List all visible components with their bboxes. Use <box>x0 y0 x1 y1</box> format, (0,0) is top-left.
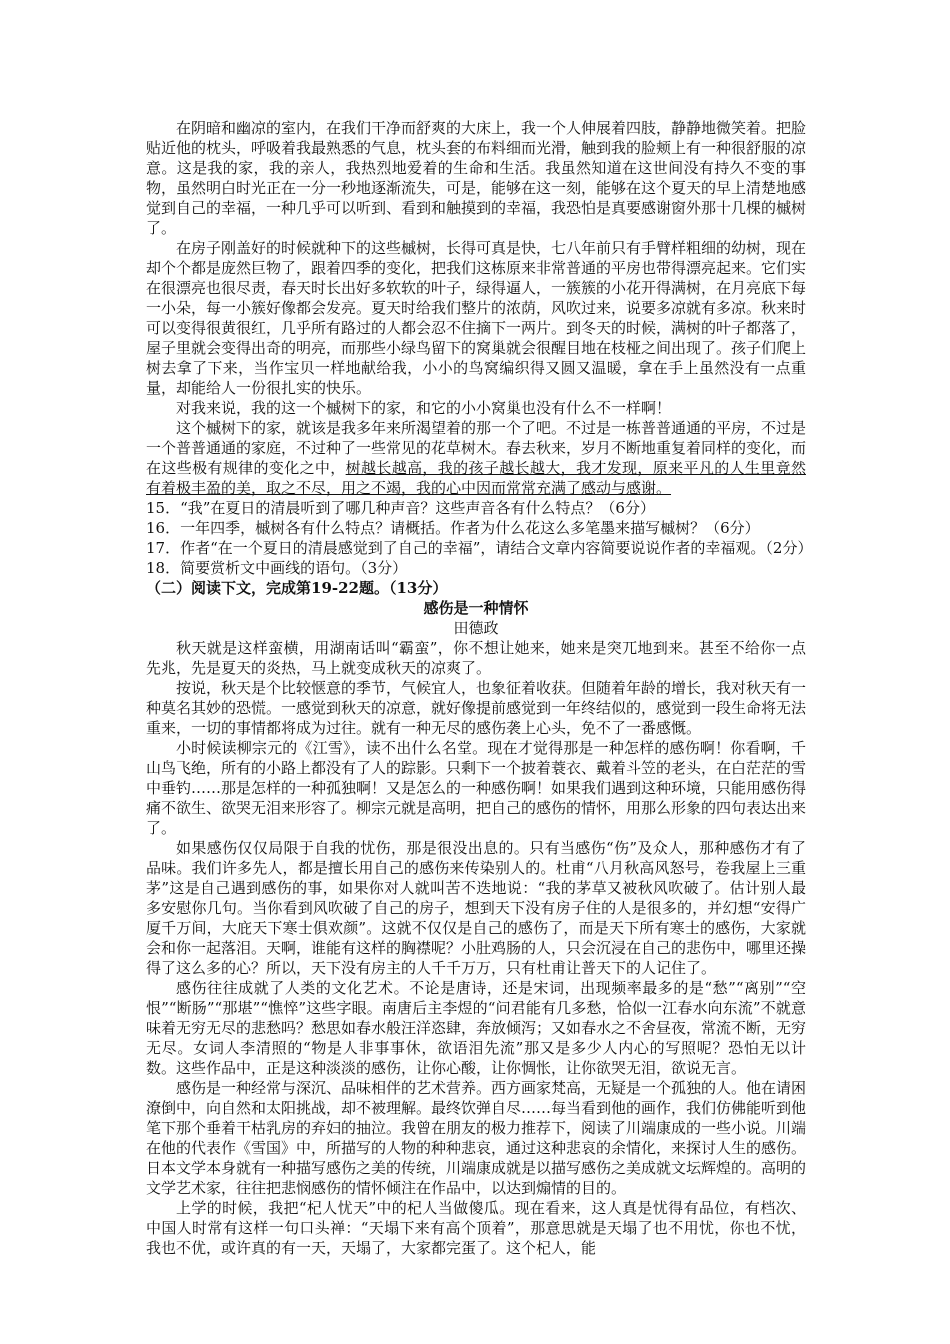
section-2-heading: （二）阅读下文，完成第19-22题。（13分） <box>146 579 448 597</box>
passage1-paragraph-3: 对我来说，我的这一个槭树下的家，和它的小小窝巢也没有什么不一样啊！ <box>176 399 672 417</box>
question-18: 18．简要赏析文中画线的语句。（3分） <box>146 559 408 577</box>
passage2-paragraph-2: 按说，秋天是个比较惬意的季节，气候宜人，也象征着收获。但随着年龄的增长，我对秋天有一种莫名其妙的恐慌。一感觉到秋天的凉意，就好像提前感觉到一年终结似的，感觉到一段生命将无法重来，一切的事情都将成为过往。就有一种无尽的感伤袭上心头，免不了一番感慨。 <box>146 679 807 737</box>
article-author: 田德政 <box>453 619 499 637</box>
article-title: 感伤是一种情怀 <box>423 599 529 617</box>
document-page <box>146 118 813 1258</box>
passage2-paragraph-4: 如果感伤仅仅局限于自我的忧伤，那是很没出息的。只有当感伤“伤”及众人，那种感伤才有了品味。我们许多先人，都是擅长用自己的感伤来传染别人的。杜甫“八月秋高风怒号，卷我屋上三重茅”这是自己遇到感伤的事，如果你对人就叫苦不迭地说：“我的茅草又被秋风吹破了。估计别人最多安慰你几句。当你看到风吹破了自己的房子，想到天下没有房子住的人是很多的，并幻想“安得广厦千万间，大庇天下寒士俱欢颜”。这就不仅仅是自己的感伤了，而是天下所有寒士的感伤，大家就会和你一起落泪。天啊，谁能有这样的胸襟呢？小肚鸡肠的人，只会沉浸在自己的悲伤中，哪里还操得了这么多的心？所以，天下没有房主的人千千万万，只有杜甫让普天下的人记住了。 <box>146 839 807 977</box>
question-16: 16．一年四季，槭树各有什么特点？请概括。作者为什么花这么多笔墨来描写槭树？（6分） <box>146 519 760 537</box>
underlined-sentence: 树越长越高，我的孩子越长越大，我才发现，原来平凡的人生里竟然有着极丰盈的美，取之不尽，用之不竭，我的心中因而常常充满了感动与感谢。 <box>146 459 806 497</box>
passage2-paragraph-7: 上学的时候，我把“杞人忧天”中的杞人当做傻瓜。现在看来，这人真是忧得有品位，有档次、中国人时常有这样一句口头禅：“天塌下来有高个顶着”，那意思就是天塌了也不用忧，你也不忧，我也不优，或许真的有一天，天塌了，大家都完蛋了。这个杞人，能 <box>146 1199 806 1257</box>
passage2-paragraph-6: 感伤是一种经常与深沉、品味相伴的艺术营养。西方画家梵高，无疑是一个孤独的人。他在请困潦倒中，向自然和太阳挑战，却不被理解。最终饮弹自尽……每当看到他的画作，我们仿佛能听到他笔下那个垂着干枯乳房的弃妇的抽泣。我曾在朋友的极力推荐下，阅读了川端康成的一些小说。川端在他的代表作《雪国》中，所描写的人物的种种悲哀，通过这种悲哀的余情化，来探讨人生的感伤。日本文学本身就有一种描写感伤之美的传统，川端康成就是以描写感伤之美成就文坛辉煌的。高明的文学艺术家，往往把悲悯感伤的情怀倾注在作品中，以达到煽情的目的。 <box>146 1079 807 1197</box>
passage1-paragraph-2: 在房子刚盖好的时候就种下的这些槭树，长得可真是快，七八年前只有手臂样粗细的幼树，现在却个个都是庞然巨物了，跟着四季的变化，把我们这栋原来非常普通的平房也带得漂亮起来。它们实在很漂亮也很尽责，春天时长出好多软软的叶子，绿得逼人，一簇簇的小花开得满树，在月亮底下每一小朵，每一小簇好像都会发亮。夏天时给我们整片的浓荫，风吹过来，说要多凉就有多凉。秋来时可以变得很黄很红，几乎所有路过的人都会忍不住摘下一两片。到冬天的时候，满树的叶子都落了，屋子里就会变得出奇的明亮，而那些小绿鸟留下的窝巢就会很醒目地在枝桠之间出现了。孩子们爬上树去拿了下来，当作宝贝一样地献给我，小小的鸟窝编织得又圆又温暖，拿在手上虽然没有一点重量，却能给人一份很扎实的快乐。 <box>146 239 807 397</box>
passage1-paragraph-1: 在阴暗和幽凉的室内，在我们干净而舒爽的大床上，我一个人伸展着四肢，静静地微笑着。把脸贴近他的枕头，呼吸着我最熟悉的气息，枕头套的布料细而光滑，触到我的脸颊上有一种很舒服的凉意。这是我的家，我的亲人，我热烈地爱着的生命和生活。我虽然知道在这世间没有持久不变的事物，虽然明白时光正在一分一秒地逐渐流失，可是，能够在这一刻，能够在这个夏天的早上清楚地感觉到自己的幸福，一种几乎可以听到、看到和触摸到的幸福，我恐怕是真要感谢窗外那十几棵的槭树了。 <box>146 119 807 237</box>
question-17: 17．作者“在一个夏日的清晨感觉到了自己的幸福”，请结合文章内容简要说说作者的幸福观。（2分） <box>146 539 813 557</box>
paragraph-4-text: 这个槭树下的家，就该是我多年来所渴望着的那一个了吧。不过是一栋普普通通的平房，不过是一个普普通通的家庭，不过种了一些常见的花草树木。春去秋来，岁月不断地重复着同样的变化，而在这些极有规律的变化之中， <box>146 419 807 477</box>
passage1-paragraph-4 <box>146 418 806 498</box>
passage2-paragraph-1: 秋天就是这样蛮横，用湖南话叫“霸蛮”，你不想让她来，她来是突兀地到来。甚至不给你一点先兆，先是夏天的炎热，马上就变成秋天的凉爽了。 <box>146 639 806 677</box>
passage2-paragraph-5: 感伤往往成就了人类的文化艺术。不论是唐诗，还是宋词，出现频率最多的是“愁”“离别”“空恨”“断肠”“那堪”“憔悴”这些字眼。南唐后主李煜的“问君能有几多愁，恰似一江春水向东流”不就意味着无穷无尽的悲愁吗？愁思如春水般汪洋恣肆，奔放倾泻；又如春水之不舍昼夜，常流不断，无穷无尽。女词人李清照的“物是人非事事休，欲语泪先流”那又是多少人内心的写照呢？恐怕无以计数。这些作品中，正是这种淡淡的感伤，让你心酸，让你惆怅，让你欲哭无泪，欲说无言。 <box>146 979 807 1077</box>
question-15: 15．“我”在夏日的清晨听到了哪几种声音？这些声音各有什么特点？（6分） <box>146 499 655 517</box>
passage2-paragraph-3: 小时候读柳宗元的《江雪》，读不出什么名堂。现在才觉得那是一种怎样的感伤啊！你看啊，千山鸟飞绝，所有的小路上都没有了人的踪影。只剩下一个披着蓑衣、戴着斗笠的老头，在白茫茫的雪中垂钓……那是怎样的一种孤独啊！又是怎么的一种感伤啊！如果我们遇到这种环境，只能用感伤得痛不欲生、欲哭无泪来形容了。柳宗元就是高明，把自己的感伤的情怀，用那么形象的四句表达出来了。 <box>146 739 807 837</box>
